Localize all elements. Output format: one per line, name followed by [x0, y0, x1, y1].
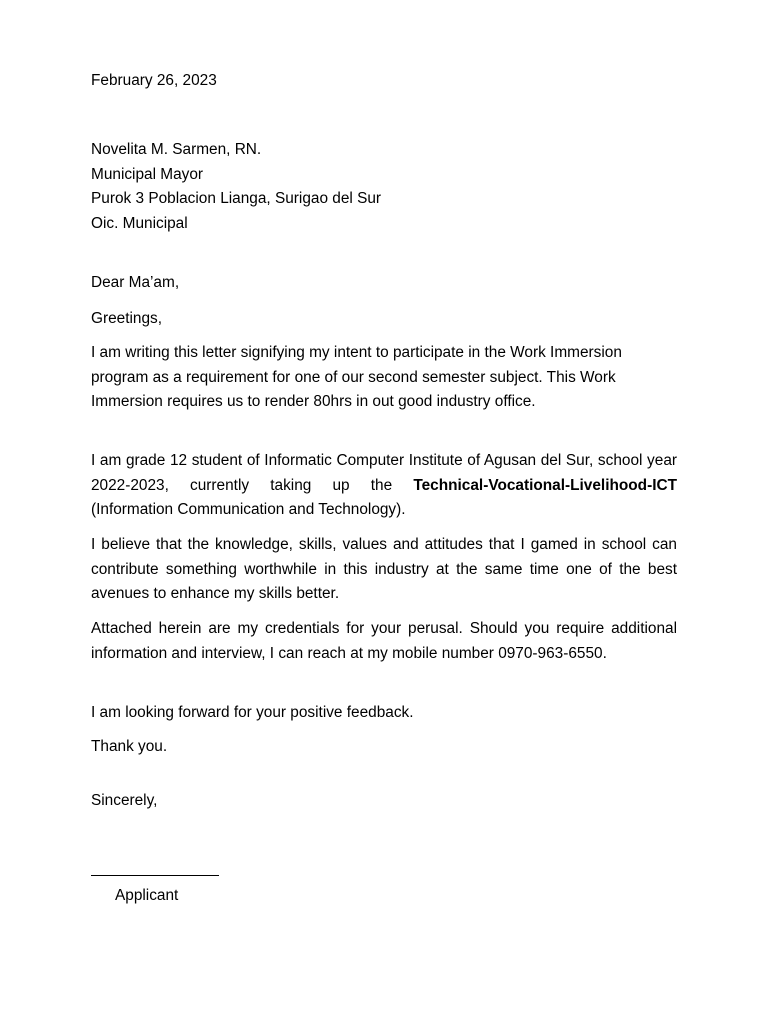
letter-date: February 26, 2023 — [91, 72, 217, 89]
strand-name: Technical-Vocational-Livelihood-ICT — [413, 476, 677, 494]
recipient-office: Oic. Municipal — [91, 215, 188, 232]
closing: Sincerely, — [91, 792, 158, 809]
strand-description: (Information Communication and Technology). — [91, 501, 406, 519]
greeting: Greetings, — [91, 310, 163, 327]
recipient-name: Novelita M. Sarmen, RN. — [91, 141, 262, 158]
body-paragraph-intent: I am writing this letter signifying my intent to participate in the Work Immersion program as a requirement for one of our second semester subject. This Work Immersion requires us to render 80hrs in out good industry office. — [91, 344, 622, 411]
body-paragraph-student-info — [91, 449, 677, 523]
student-info-text: I am grade 12 student of Informatic Computer Institute of Agusan del Sur, school year 2022-2023, currently taking up the — [91, 452, 677, 494]
body-paragraph-belief: I believe that the knowledge, skills, values and attitudes that I gamed in school can contribute something worthwhile in this industry at the same time one of the best avenues to enhance my skills better. — [91, 536, 677, 603]
thanks-line: Thank you. — [91, 738, 168, 755]
recipient-address: Purok 3 Poblacion Lianga, Surigao del Sur — [91, 190, 382, 207]
salutation: Dear Ma’am, — [91, 274, 180, 291]
signature-line — [91, 875, 219, 876]
body-paragraph-feedback: I am looking forward for your positive feedback. — [91, 704, 414, 721]
body-paragraph-credentials: Attached herein are my credentials for your perusal. Should you require additional information and interview, I can reach at my mobile number 0970-963-6550. — [91, 620, 677, 662]
recipient-title: Municipal Mayor — [91, 166, 204, 183]
signatory-label: Applicant — [115, 887, 179, 904]
